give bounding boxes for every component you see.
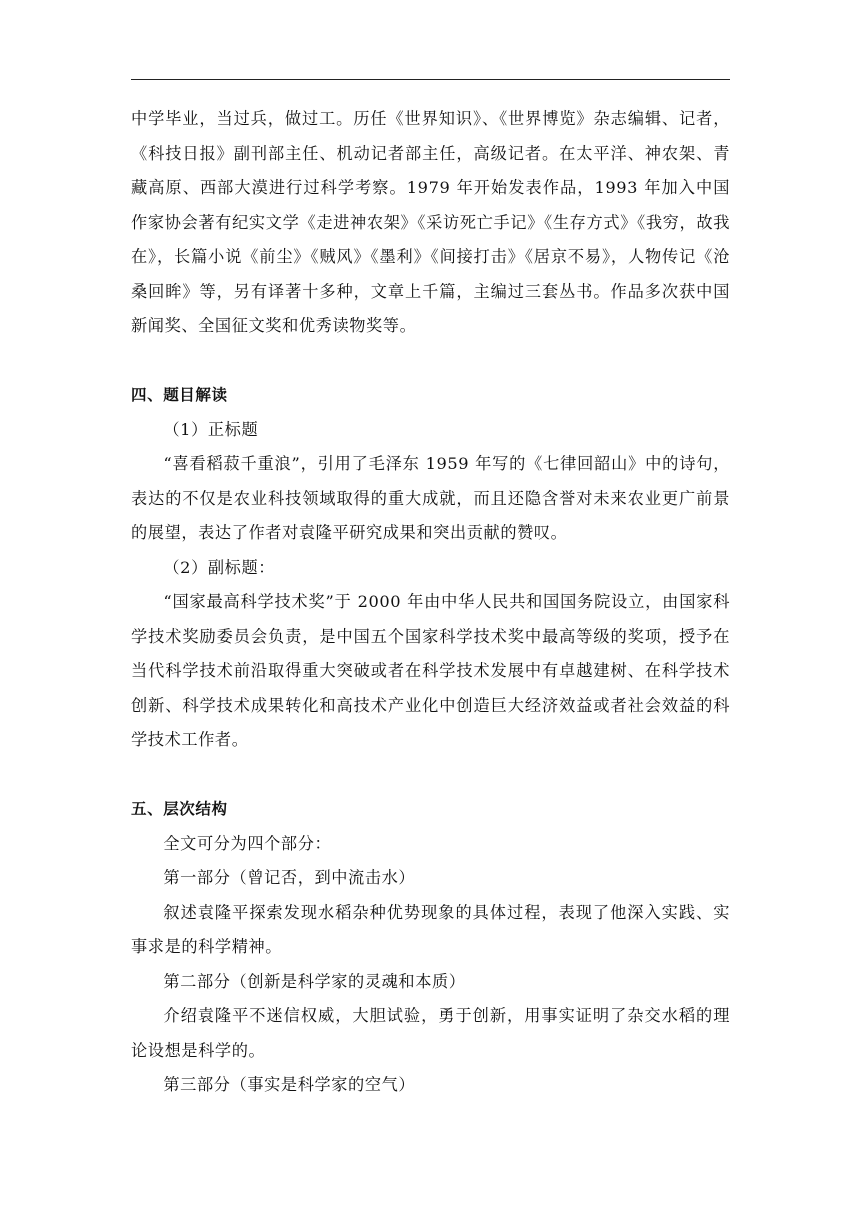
subtitle-explanation: “国家最高科学技术奖”于 2000 年由中华人民共和国国务院设立，由国家科学技术奖励委员会负责，是中国五个国家科学技术奖中最高等级的奖项，授予在当代科学技术前沿取得重大突破或者在科学技术发展中有卓越建树、在科学技术创新、科学技术成果转化和高技术产业化中创造巨大经济效益或者社会效益的科学技术工作者。 bbox=[131, 592, 730, 749]
structure-intro: 全文可分为四个部分： bbox=[163, 833, 332, 853]
section-heading-title-interpretation: 四、题目解读 bbox=[131, 386, 228, 404]
part1-title: 第一部分（曾记否，到中流击水） bbox=[163, 868, 416, 887]
section-heading-structure: 五、层次结构 bbox=[131, 800, 228, 818]
subheading-subtitle: （2）副标题： bbox=[163, 557, 276, 577]
section-gap bbox=[131, 344, 730, 379]
document-body bbox=[131, 102, 730, 1103]
part3-title: 第三部分（事实是科学家的空气） bbox=[163, 1075, 416, 1094]
subheading-main-title: （1）正标题 bbox=[163, 419, 259, 439]
page-header-rule bbox=[131, 79, 730, 80]
main-title-explanation: “喜看稻菽千重浪”，引用了毛泽东 1959 年写的《七律回韶山》中的诗句，表达的不仅是农业科技领域取得的重大成就，而且还隐含誉对未来农业更广前景的展望，表达了作者对袁隆平研究成果和突出贡献的赞叹。 bbox=[131, 454, 730, 542]
section-gap bbox=[131, 758, 730, 793]
part2-title: 第二部分（创新是科学家的灵魂和本质） bbox=[163, 971, 466, 991]
part2-description: 介绍袁隆平不迷信权威，大胆试验，勇于创新，用事实证明了杂交水稻的理论设想是科学的。 bbox=[131, 1006, 730, 1060]
author-bio-paragraph: 中学毕业，当过兵，做过工。历任《世界知识》、《世界博览》杂志编辑、记者，《科技日报》副刊部主任、机动记者部主任，高级记者。在太平洋、神农架、青藏高原、西部大漠进行过科学考察。1979 年开始发表作品，1993 年加入中国作家协会著有纪实文学《走进神农架》《采访死亡手记》《生存方式》《我穷，故我在》，长篇小说《前尘》《贼风》《墨利》《间接打击》《居京不易》，人物传记《沧桑回眸》等，另有译著十多种，文章上千篇，主编过三套丛书。作品多次获中国新闻奖、全国征文奖和优秀读物奖等。 bbox=[131, 109, 730, 335]
part1-description: 叙述袁隆平探索发现水稻杂种优势现象的具体过程，表现了他深入实践、实事求是的科学精神。 bbox=[131, 902, 730, 956]
